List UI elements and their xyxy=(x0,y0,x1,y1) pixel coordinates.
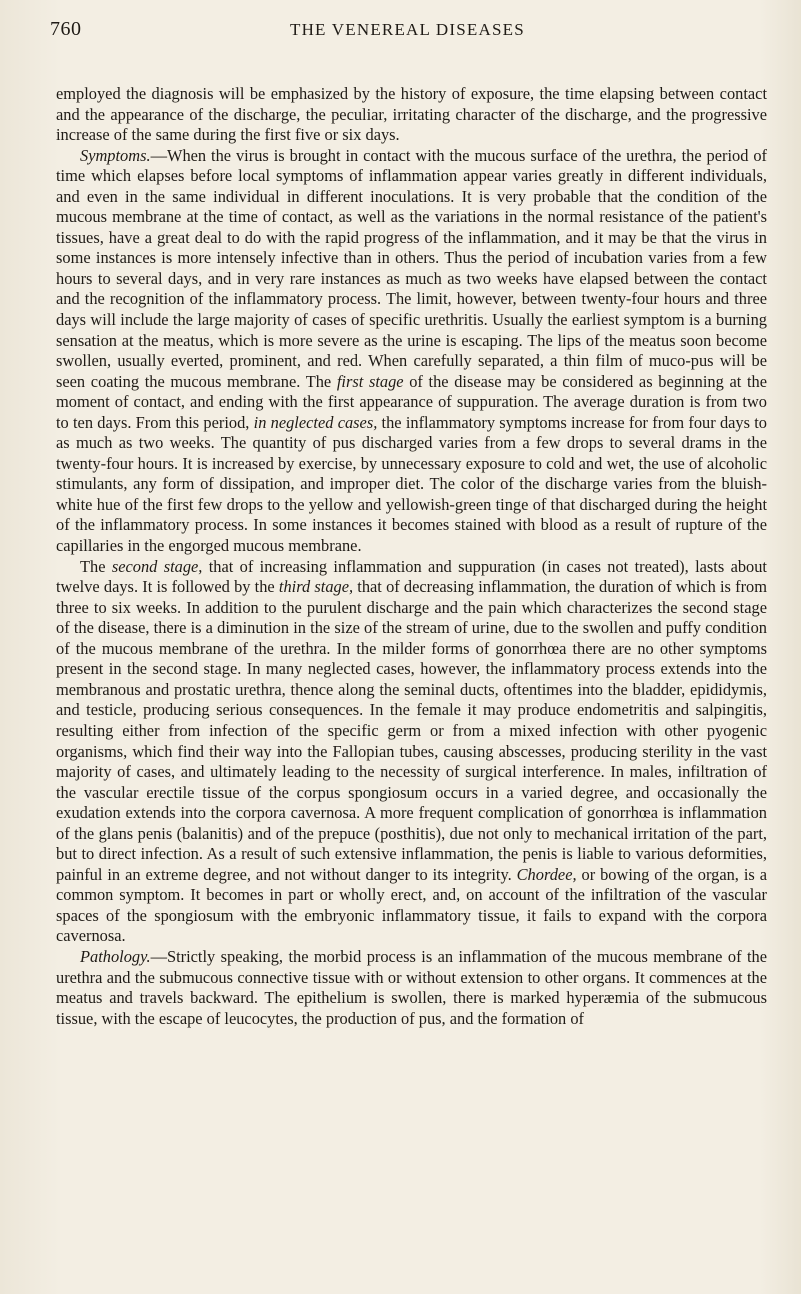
italic-term: third stage, xyxy=(278,577,354,597)
text-span: that of decreasing inflammation, the duration of which is from three to six weeks. In addition to the purulent discharge and the pain which characterizes the second stage of the disease, there is a diminution in the size of the stream of urine, due to the swollen and puffy condition of the mucous membrane of the urethra. In the milder forms of gonorrhœa there are no other symptoms present in the second stage. In many neglected cases, however, the inflammatory process extends into the membranous and prostatic urethra, thence along the seminal ducts, oftentimes into the bladder, epididymis, and testicle, producing serious consequences. In the female it may produce endometritis and salpingitis, resulting either from infection of the specific germ or from a mixed infection with other pyogenic organisms, which find their way into the Fallopian tubes, causing abscesses, producing sterility in the vast majority of cases, and ultimately leading to the necessity of surgical interference. In males, infiltration of the vascular erectile tissue of the corpus spongiosum occurs in a varied degree, and occasionally the exudation extends into the corpora cavernosa. A more frequent complication of gonorrhœa is inflammation of the glans penis (balanitis) and of the prepuce (posthitis), due not only to mechanical irritation of the part, but to direct infection. As a result of such extensive inflammation, the penis is liable to various deformities, painful in an extreme degree, and not without danger to its integrity. xyxy=(56,577,768,884)
text-span: —Strictly speaking, the morbid process is an inflammation of the mucous membrane of the urethra and the submucous connective tissue with or without extension to other organs. It commences at the meatus and travels backward. The epithelium is swollen, there is marked hyperæmia of the submucous tissue, with the escape of leucocytes, the production of pus, and the formation of xyxy=(56,946,767,1028)
text-span: The xyxy=(80,556,112,576)
italic-term: second stage, xyxy=(111,556,203,576)
paragraph-pathology xyxy=(56,947,767,1029)
paragraph-continuation xyxy=(56,84,767,146)
italic-term: first stage xyxy=(336,371,404,391)
text-span: that of increasing inflammation and suppuration (in cases not treated), lasts about twelve days. It is followed by the xyxy=(56,556,767,597)
section-heading-pathology: Pathology. xyxy=(80,946,151,966)
text-span: or bowing of the organ, is a common symptom. It becomes in part or wholly erect, and, on account of the infiltration of the vascular spaces of the spongiosum with the embryonic inflammatory tissue, it fails to expand with the corpora cavernosa. xyxy=(56,864,768,946)
section-heading-symptoms: Symptoms. xyxy=(80,145,151,165)
text-span: employed the diagnosis will be emphasized by the history of exposure, the time elapsing between contact and the appearance of the discharge, the peculiar, irritating character of the discharge, and the progressive increase of the same during the first five or six days. xyxy=(56,84,767,145)
italic-term: Chordee, xyxy=(516,864,577,884)
text-span: the inflammatory symptoms increase for from four days to as much as two weeks. The quantity of pus discharged varies from a few drops to several drams in the twenty-four hours. It is increased by exercise, by unnecessary exposure to cold and wet, the use of alcoholic stimulants, any form of dissipation, and improper diet. The color of the discharge varies from the bluish-white hue of the first few drops to the yellow and yellowish-green tinge of that discharged during the height of the inflammatory process. In some instances it becomes stained with blood as a result of rupture of the capillaries in the engorged mucous membrane. xyxy=(56,412,767,556)
text-span: of the disease may be considered as beginning at the moment of contact, and ending with the first appearance of suppuration. The average duration is from two to ten days. From this period, xyxy=(56,371,767,432)
text-span: —When the virus is brought in contact with the mucous surface of the urethra, the period of time which elapses before local symptoms of inflammation appear varies greatly in different individuals, and even in the same individual in different inoculations. It is very probable that the condition of the mucous membrane at the time of contact, as well as the variations in the normal resistance of the patient's tissues, have a great deal to do with the rapid progress of the inflammation, and it may be that the virus in some instances is more intensely infective than in others. Thus the period of incubation varies from a few hours to several days, and in very rare instances as much as two weeks have elapsed between the contact and the recognition of the inflammatory process. The limit, however, between twenty-four hours and three days will include the large majority of cases of specific urethritis. Usually the earliest symptom is a burning sensation at the meatus, which is more severe as the urine is escaping. The lips of the meatus soon become swollen, usually everted, prominent, and red. When carefully separated, a thin film of muco-pus will be seen coating the mucous membrane. The xyxy=(56,145,767,391)
page-number: 760 xyxy=(50,18,82,40)
italic-term: in neglected cases, xyxy=(253,412,378,432)
page-header xyxy=(50,18,770,48)
running-head: THE VENEREAL DISEASES xyxy=(290,20,525,39)
paragraph-stages xyxy=(56,557,767,947)
body-text xyxy=(56,84,767,1029)
paragraph-symptoms xyxy=(56,146,767,557)
